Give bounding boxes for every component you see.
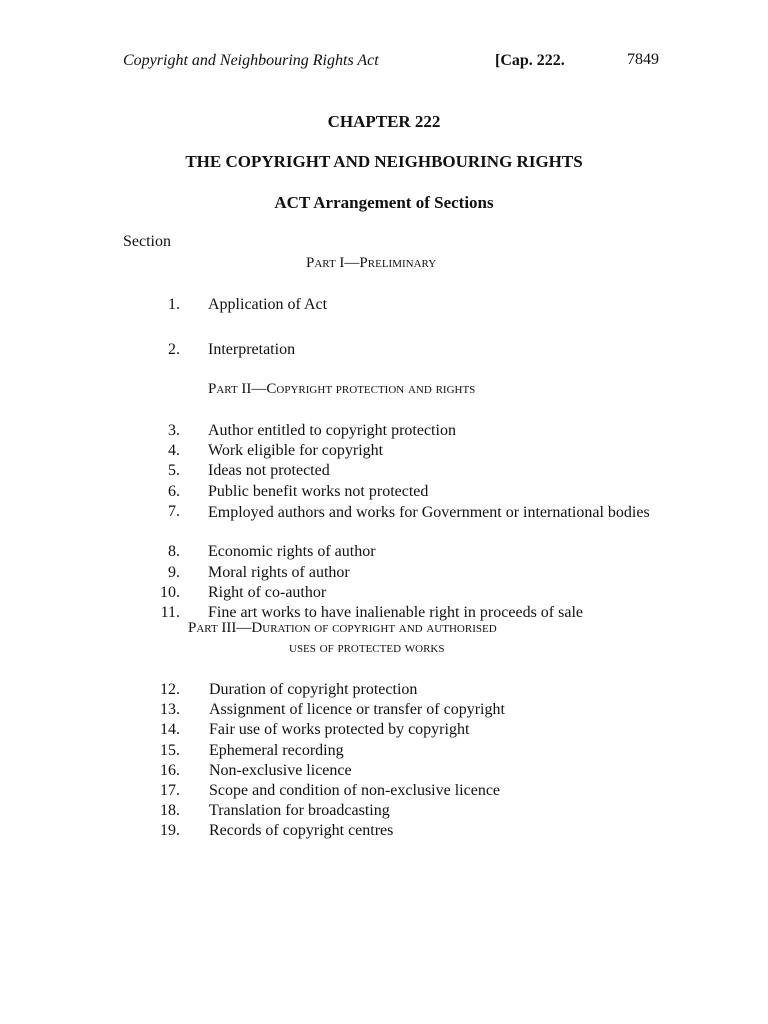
section-title: Fine art works to have inalienable right in proceeds of sale [208, 604, 583, 621]
section-number: 9. [168, 564, 180, 581]
section-title: Application of Act [208, 296, 328, 313]
section-title: Translation for broadcasting [209, 802, 390, 819]
section-number: 7. [168, 503, 180, 520]
section-number: 14. [160, 721, 180, 738]
section-number: 6. [168, 483, 180, 500]
section-number: 4. [168, 442, 180, 459]
section-number: 8. [168, 543, 180, 560]
section-number: 12. [160, 681, 180, 698]
section-title: Non-exclusive licence [209, 762, 352, 779]
chapter-heading: CHAPTER 222 [327, 112, 441, 131]
section-number: 16. [160, 762, 180, 779]
running-header-title: Copyright and Neighbouring Rights Act [123, 52, 379, 69]
section-title: Duration of copyright protection [209, 681, 418, 698]
section-number: 10. [160, 584, 180, 601]
section-number: 18. [160, 802, 180, 819]
act-title-line2: ACT Arrangement of Sections [274, 193, 494, 212]
section-title: Ideas not protected [208, 462, 330, 479]
section-number: 3. [168, 422, 180, 439]
section-title: Author entitled to copyright protection [208, 422, 456, 439]
section-number: 17. [160, 782, 180, 799]
part-heading-3-line2: uses of protected works [289, 640, 445, 656]
section-number: 11. [160, 604, 180, 621]
section-title: Economic rights of author [208, 543, 376, 560]
part-heading-1: Part I—Preliminary [306, 255, 437, 271]
section-title: Scope and condition of non-exclusive licence [209, 782, 501, 799]
section-title: Public benefit works not protected [208, 483, 429, 500]
section-title: Ephemeral recording [209, 742, 344, 759]
section-title: Interpretation [208, 341, 296, 358]
section-number: 19. [160, 822, 180, 839]
part-heading-3-line1: Part III—Duration of copyright and authorised [188, 620, 497, 636]
section-number: 2. [168, 341, 180, 358]
part-heading-2: Part II—Copyright protection and rights [208, 381, 476, 397]
section-title: Right of co-author [208, 584, 327, 601]
section-title: Work eligible for copyright [208, 442, 384, 459]
section-number: 15. [160, 742, 180, 759]
section-title: Assignment of licence or transfer of copyright [209, 701, 505, 718]
section-number: 1. [168, 296, 180, 313]
section-title: Fair use of works protected by copyright [209, 721, 470, 738]
page-number: 7849 [627, 51, 659, 68]
section-number: 13. [160, 701, 180, 718]
act-title-line1: THE COPYRIGHT AND NEIGHBOURING RIGHTS [185, 152, 583, 171]
running-header-cap: [Cap. 222. [495, 52, 565, 69]
section-title: Moral rights of author [208, 564, 350, 581]
section-title: Records of copyright centres [209, 822, 394, 839]
section-number: 5. [168, 462, 180, 479]
section-column-label: Section [123, 233, 171, 250]
section-title: Employed authors and works for Government or international bodies [208, 504, 650, 521]
